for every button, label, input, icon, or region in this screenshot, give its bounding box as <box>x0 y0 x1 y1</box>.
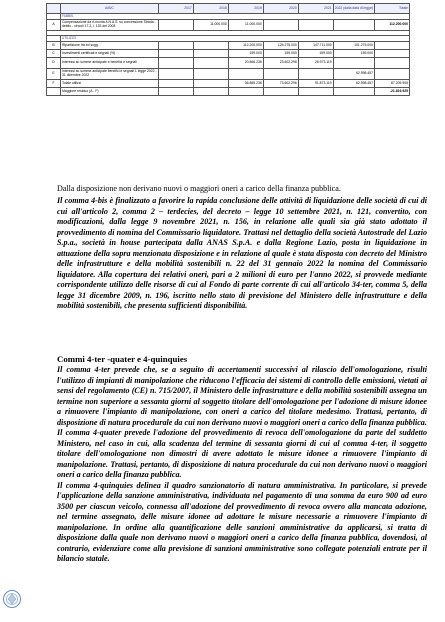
emblem-logo <box>2 588 22 610</box>
paragraph: Il comma 4-ter prevede che, se a seguito di accertamenti successivi al rilascio dell'omologazione, risulti l'utilizzo di impianti di manipolazione che riducono l'efficacia dei sistemi di controllo delle emissioni, vietati ai sensi del regolamento (CE) n. 715/2007, il Ministero delle infrastrutture e della mobilità sostenibili assegna un termine non superiore a sessanta giorni al soggetto titolare dell'omologazione per l'adozione di misure idonee a rimuovere l'impianto di manipolazione, con oneri a carico del titolare medesimo. Trattasi, pertanto, di disposizione di natura procedurale da cui non derivano nuovi o maggiori oneri a carico della finanza pubblica. <box>57 365 427 427</box>
table-row: C Investimenti certificati e segnali (%) 159.000 159.000 159.000 159.000 <box>47 50 410 58</box>
header-cell: A/B/C <box>60 4 158 14</box>
paragraph: Il comma 4-quinquies delinea il quadro sanzionatorio di natura amministrativa. In particolare, si prevede l'applicazione della sanzione amministrativa, individuata nel pagamento di una somma da euro 900 ad euro 3500 per ciascun veicolo, connessa all'adozione del provvedimento di revoca ovvero alla mancata adozione, nel termine assegnato, delle misure idonee ad adottare le misure necessarie a rimuovere l'impianto di manipolazione. In ordine alla quantificazione delle sanzioni amministrative da applicarsi, si tratta di disposizione dalla quale non derivano nuovi o maggiori oneri a carico della finanza pubblica, dovendosi, al contrario, evidenziare come alla previsione di sanzioni amministrative sono collegate potenziali entrate per il bilancio statale. <box>57 480 427 563</box>
table-total-row: Maggiore residuo (A - F) -21.819.925 <box>47 88 410 96</box>
financial-table <box>46 3 410 96</box>
table-row: D Interessi su somme anticipate e benefici e segnali 20.866.236 23.602.296 26.973.119 <box>47 58 410 69</box>
paragraph: Il comma 4-bis è finalizzato a favorire la rapida conclusione delle attività di liquidazione delle società di cui di cui all'articolo 2, comma 2 – terdecies, del decreto – legge 10 settembre 2021, n. 121, convertito, con modificazioni, dalla legge 9 novembre 2021, n. 156, in relazione alle quali sia già stato adottato il provvedimento di nomina del Commissario liquidatore. Trattasi nel dettaglio della società Autostrade del Lazio S.p.a., società in house partecipata dalla ANAS S.p.A. e dalla Regione Lazio, posta in liquidazione in attuazione della sopra menzionata disposizione e in relazione al quale è stata disposta con decreto del Ministro delle infrastrutture e della mobilità sostenibili n. 22 del 31 gennaio 2022 la nomina del Commissario liquidatore. Alla copertura dei relativi oneri, pari a 2 milioni di euro per l'anno 2022, si provvede mediante corrispondente utilizzo delle risorse di cui al Fondo di parte corrente di cui all'articolo 34-ter, comma 5, della legge 31 dicembre 2009, n. 196, iscritto nello stato di previsione del Ministero delle infrastrutture e della mobilità sostenibili, che presenta sufficienti disponibilità. <box>57 196 427 310</box>
paragraph: Dalla disposizione non derivano nuovi o maggiori oneri a carico della finanza pubblica. <box>57 184 341 193</box>
header-cell: Totale <box>374 4 409 14</box>
section-label: FABBIS. <box>60 14 409 20</box>
header-cell: 2017 <box>158 4 193 14</box>
header-cell: 2019 <box>228 4 263 14</box>
row-letter: A <box>47 20 61 31</box>
table-header-row <box>47 4 410 14</box>
table-row: E Interessi su somme anticipate benefici e segnali 1 legge 2022 - 31 dicembre 2022 62.998.457 <box>47 69 410 80</box>
paragraphs-block <box>57 365 427 565</box>
header-cell: 2021 <box>298 4 333 14</box>
table-row: A Compensazione da ri-monta A.N.A.S. su concessione Strada - debito - vincoli 17.2, l. 133 del 2008 11.000.000 11.000.000 112.200.000 <box>47 20 410 31</box>
table-row: F Totale utilizzi 36.865.236 73.602.296 91.873.119 62.998.457 87.209.905 <box>47 80 410 88</box>
row-desc: Compensazione da ri-monta A.N.A.S. su concessione Strada - debito - vincoli 17.2, l. 133 del 2008 <box>60 20 158 31</box>
header-cell: 2020 <box>263 4 298 14</box>
section-label: UTILIZZO <box>60 36 409 42</box>
paragraph: Il comma 4-quater prevede l'adozione del provvedimento di revoca dell'omologazione da parte del suddetto Ministero, nel caso in cui, alla scadenza del termine di sessanta giorni di cui al comma 4-ter, il soggetto titolare dell'omologazione non dimostri di avere adottato le misure idonee a rimuovere l'impianto di manipolazione. Trattasi, pertanto, di disposizione di natura procedurale da cui non derivano nuovi o maggiori oneri a carico della finanza pubblica. <box>57 428 427 479</box>
table-row: B Ripartizione fra ed sogg. 112.200.000 125.275.000 147.711.000 101.275.000 <box>47 42 410 50</box>
header-cell: 2018 <box>193 4 228 14</box>
section-heading: Commi 4-ter -quater e 4-quinquies <box>57 354 188 364</box>
header-cell: 2022 (dalla data di legge) <box>333 4 374 14</box>
